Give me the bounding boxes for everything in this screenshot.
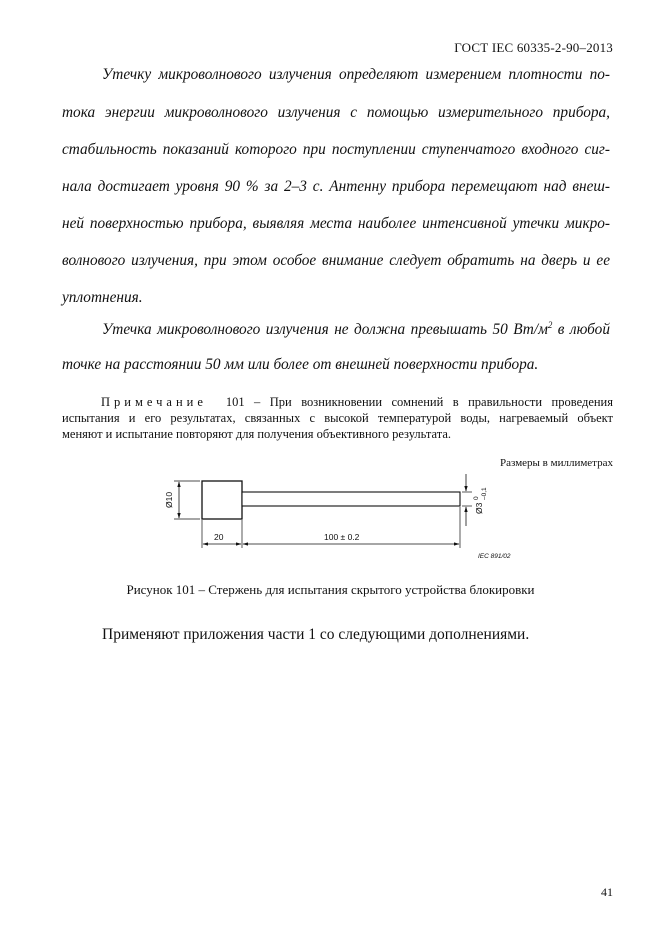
closing-text: Применяют приложения части 1 со следующими дополнениями.: [102, 626, 530, 643]
rod-shaft: [242, 492, 460, 506]
dim-head-diameter: Ø10: [164, 491, 174, 508]
units-note: Размеры в миллиметрах: [500, 457, 613, 469]
note-line: меняют и испытание повторяют для получения объективного результата.: [62, 427, 451, 441]
text-line: стабильность показаний которого при поступлении ступенчатого входного сиг-: [62, 141, 610, 158]
page-header: ГОСТ IEC 60335-2-90–2013: [454, 40, 613, 55]
text-line: Утечка микроволнового излучения не должна превышать 50 $Вт/м^2$ в любой: [102, 320, 610, 339]
figure-test-rod: [150, 470, 530, 570]
note-line: Примечание 101 – При возникновении сомнений в правильности проведения: [101, 395, 613, 409]
note-101: [62, 394, 613, 442]
dim-rod-length: 100 ± 0.2: [324, 532, 360, 542]
note-line: испытания и его результатах, связанных с высокой температурой воды, нагреваемый объект: [62, 411, 613, 425]
text-line: волнового излучения, при этом особое внимание следует обратить на дверь и ее: [62, 252, 610, 269]
rod-head: [202, 481, 242, 519]
page-number: 41: [601, 885, 613, 899]
dim-rod-tolerance-upper: 0: [473, 496, 480, 500]
text-line: ней поверхностью прибора, выявляя места наиболее интенсивной утечки микро-: [62, 215, 610, 232]
iec-reference: IEC 891/02: [478, 553, 511, 560]
dim-rod-diameter: Ø3: [474, 502, 484, 514]
note-label: Примечание: [101, 395, 207, 409]
rod-drawing: [150, 470, 530, 570]
text-line: тока энергии микроволнового излучения с помощью измерительного прибора,: [62, 104, 610, 121]
figure-caption: Рисунок 101 – Стержень для испытания скрытого устройства блокировки: [126, 582, 535, 597]
text-line: точке на расстоянии 50 мм или более от внешней поверхности прибора.: [62, 356, 539, 373]
text-line: нала достигает уровня 90 % за 2–3 с. Антенну прибора перемещают над внеш-: [62, 178, 610, 195]
text-line: уплотнения.: [62, 289, 143, 306]
text-line: Утечку микроволнового излучения определяют измерением плотности по-: [102, 66, 610, 83]
dim-rod-tolerance-lower: –0,1: [481, 487, 488, 500]
dim-head-length: 20: [214, 532, 224, 542]
